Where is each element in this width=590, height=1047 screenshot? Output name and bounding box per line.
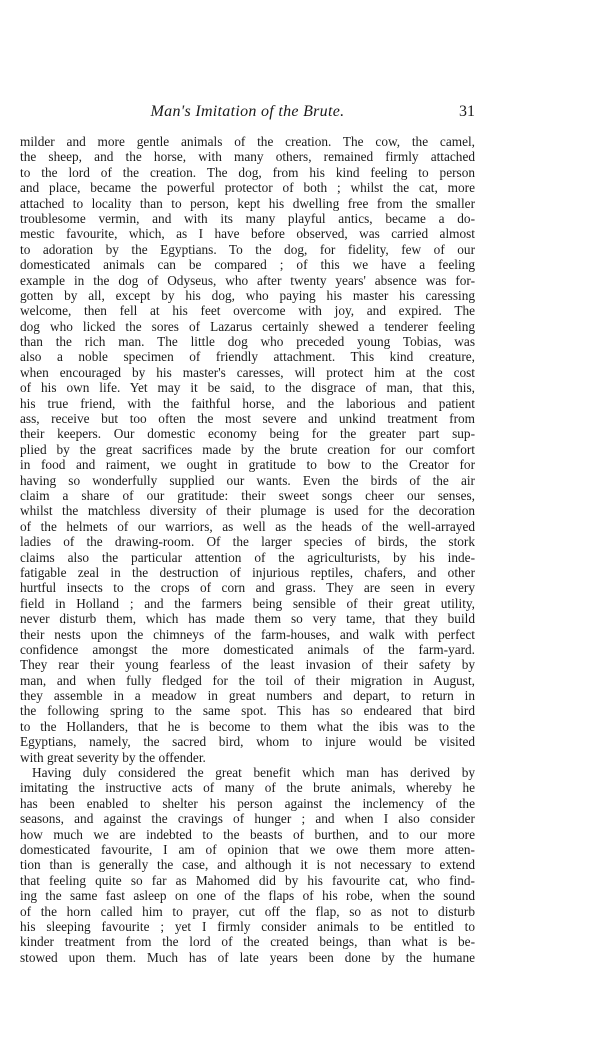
text-line: in food and raiment, we ought in gratitude to bow to the Creator for	[20, 457, 475, 473]
text-line: They rear their young fearless of the least invasion of their safety by	[20, 657, 475, 673]
text-line: claim a share of our gratitude: their sweet songs cheer our senses,	[20, 487, 475, 503]
text-line: of the horn called him to prayer, cut off the flap, so as not to disturb	[20, 903, 475, 919]
text-line: domesticated favourite, I am of opinion that we owe them more atten-	[20, 841, 475, 857]
text-line: milder and more gentle animals of the creation. The cow, the camel,	[20, 134, 475, 149]
text-line: tion than is generally the case, and although it is not necessary to extend	[20, 857, 475, 873]
text-line: ladies of the drawing-room. Of the larger species of birds, the stork	[20, 534, 475, 550]
text-line: ass, receive but too often the most severe and unkind treatment from	[20, 411, 475, 427]
text-line: plied by the great sacrifices made by the brute creation for our comfort	[20, 441, 475, 457]
text-line: fatigable zeal in the destruction of injurious reptiles, chafers, and other	[20, 564, 475, 580]
text-line: has been enabled to shelter his person against the inclemency of the	[20, 795, 475, 811]
running-head-title: Man's Imitation of the Brute.	[150, 103, 345, 120]
text-line: domesticated animals can be compared ; of this we have a feeling	[20, 257, 475, 273]
text-line: gotten by all, except by his dog, who paying his master his caressing	[20, 287, 475, 303]
text-line: mestic favourite, which, as I have before observed, was carried almost	[20, 226, 475, 242]
text-line: attached to locality than to person, kept his dwelling free from the smaller	[20, 195, 475, 211]
text-line: the following spring to the same spot. This has so endeared that bird	[20, 703, 475, 719]
text-line: they assemble in a meadow in great numbers and depart, to return in	[20, 688, 475, 704]
text-line: never disturb them, which has made them so very tame, that they build	[20, 611, 475, 627]
text-line: his true friend, with the faithful horse, and the laborious and patient	[20, 395, 475, 411]
text-line: when encouraged by his master's caresses, will protect him at the cost	[20, 364, 475, 380]
page-number: 31	[459, 103, 475, 120]
text-line: to the lord of the creation. The dog, from his kind feeling to person	[20, 164, 475, 180]
text-line: claims also the particular attention of the agriculturists, by his inde-	[20, 549, 475, 565]
text-line: their keepers. Our domestic economy being for the greater part sup-	[20, 426, 475, 442]
text-line: their nests upon the chimneys of the farm-houses, and walk with perfect	[20, 626, 475, 642]
text-line: having so wonderfully supplied our wants. Even the birds of the air	[20, 472, 475, 488]
text-line: of his own life. Yet may it be said, to the disgrace of man, that this,	[20, 380, 475, 396]
text-line: stowed upon them. Much has of late years been done by the humane	[20, 949, 475, 965]
body-text	[20, 134, 475, 965]
text-line: dog who licked the sores of Lazarus certainly shewed a tenderer feeling	[20, 318, 475, 334]
text-line: example in the dog of Odyseus, who after twenty years' absence was for-	[20, 272, 475, 288]
text-line: that feeling quite so far as Mahomed did by his favourite cat, who find-	[20, 872, 475, 888]
text-line: his sleeping favourite ; yet I firmly consider animals to be entitled to	[20, 918, 475, 934]
text-line: and place, became the powerful protector of both ; whilst the cat, more	[20, 180, 475, 196]
text-line: of the helmets of our warriors, as well as the heads of the well-arrayed	[20, 518, 475, 534]
text-line: than the rich man. The little dog who preceded young Tobias, was	[20, 334, 475, 350]
text-line: to the Hollanders, that he is become to them what the ibis was to the	[20, 718, 475, 734]
running-head	[20, 103, 475, 125]
text-line: field in Holland ; and the farmers being sensible of their great utility,	[20, 595, 475, 611]
paragraph-end-line: with great severity by the offender.	[20, 749, 206, 765]
text-line: seasons, and against the cravings of hunger ; and when I also consider	[20, 811, 475, 827]
text-line: man, and when fully fledged for the toil of their migration in August,	[20, 672, 475, 688]
text-line: Egyptians, namely, the sacred bird, whom to injure would be visited	[20, 734, 475, 750]
paragraph-start-line: Having duly considered the great benefit which man has derived by	[32, 765, 475, 781]
text-line: troublesome vermin, and with its many playful antics, became a do-	[20, 210, 475, 226]
text-line: whilst the matchless diversity of their plumage is used for the decoration	[20, 503, 475, 519]
text-line: welcome, then fell at his feet overcome with joy, and expired. The	[20, 303, 475, 319]
text-line: kinder treatment from the lord of the created beings, than what is be-	[20, 934, 475, 950]
text-line: also a noble specimen of friendly attachment. This kind creature,	[20, 349, 475, 365]
text-line: the sheep, and the horse, with many others, remained firmly attached	[20, 149, 475, 165]
text-line: imitating the instructive acts of many of the brute animals, whereby he	[20, 780, 475, 796]
text-line: how much we are indebted to the beasts of burthen, and to our more	[20, 826, 475, 842]
text-line: ing the same fast asleep on one of the flaps of his robe, when the sound	[20, 888, 475, 904]
text-line: to adoration by the Egyptians. To the dog, for fidelity, few of our	[20, 241, 475, 257]
text-line: hurtful insects to the crops of corn and grass. They are seen in every	[20, 580, 475, 596]
text-line: confidence amongst the more domesticated animals of the farm-yard.	[20, 641, 475, 657]
